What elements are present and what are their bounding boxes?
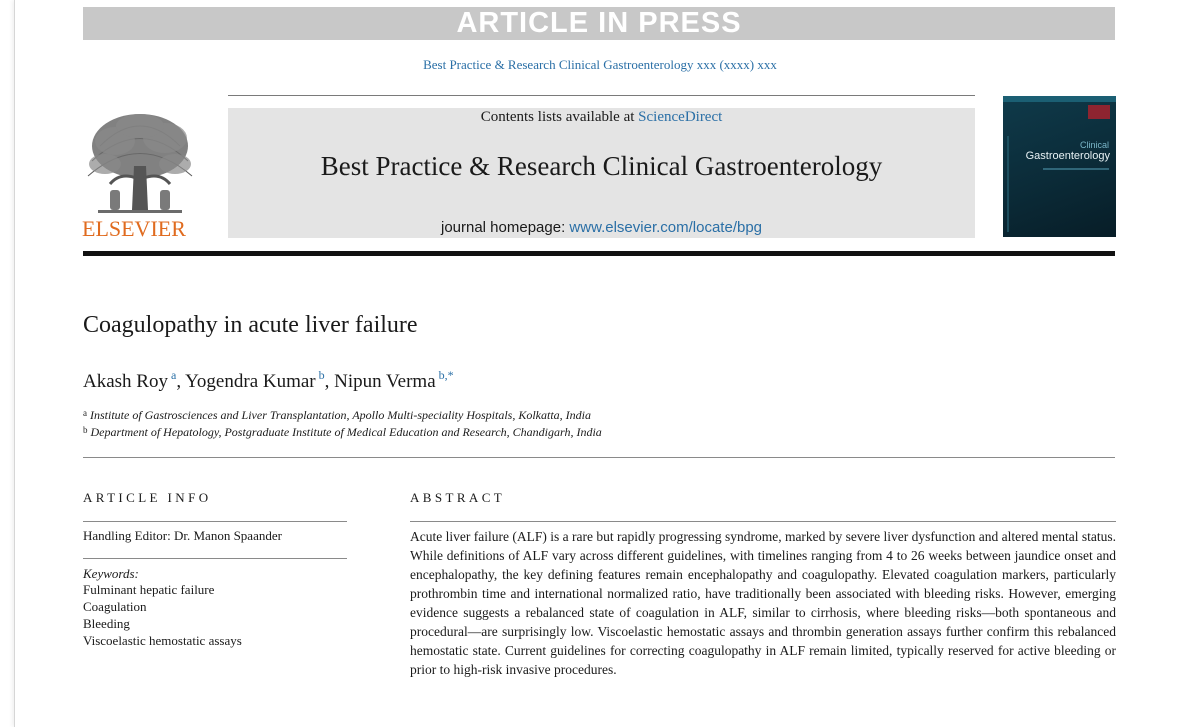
keyword-item: Coagulation	[83, 599, 147, 614]
homepage-link[interactable]: www.elsevier.com/locate/bpg	[569, 219, 763, 236]
author-affiliation-mark[interactable]: b	[318, 368, 325, 382]
sciencedirect-link[interactable]: ScienceDirect	[638, 109, 723, 125]
journal-cover-image	[1003, 96, 1116, 237]
article-info-rule	[83, 558, 347, 559]
section-divider	[83, 457, 1115, 458]
author-name: Akash Roy	[83, 371, 168, 392]
affiliation-mark: b	[83, 425, 88, 435]
journal-citation: Best Practice & Research Clinical Gastroenterology xxx (xxxx) xxx	[423, 57, 777, 72]
cover-line-2: Gastroenterology	[1025, 150, 1110, 162]
affiliation-a	[83, 408, 591, 423]
affiliation-text: Department of Hepatology, Postgraduate Institute of Medical Education and Research, Chandigarh, India	[90, 425, 602, 439]
author-list: Akash Roy $^a$, Yogendra Kumar $^b$, Nipun Verma $^{b,*}$	[83, 368, 454, 392]
keyword-item: Bleeding	[83, 616, 130, 631]
keyword-item: Viscoelastic hemostatic assays	[83, 633, 242, 648]
affiliation-text: Institute of Gastrosciences and Liver Transplantation, Apollo Multi-speciality Hospitals, Kolkatta, India	[90, 408, 591, 422]
article-info-heading: ARTICLE INFO	[83, 490, 212, 505]
contents-line	[228, 109, 975, 126]
article-title: Coagulopathy in acute liver failure	[83, 312, 418, 338]
author-name: Nipun Verma	[334, 371, 436, 392]
contents-prefix: Contents lists available at	[480, 109, 639, 125]
header-thick-rule	[83, 251, 1115, 256]
abstract-heading: ABSTRACT	[410, 490, 506, 505]
handling-editor: Handling Editor: Dr. Manon Spaander	[83, 528, 282, 543]
cover-rule	[1043, 168, 1109, 170]
affiliation-b	[83, 425, 602, 440]
author-affiliation-mark[interactable]: a	[170, 368, 177, 382]
cover-top-band	[1003, 96, 1116, 102]
journal-header-box	[228, 108, 975, 238]
header-divider	[228, 95, 975, 96]
affiliation-mark: a	[83, 408, 87, 418]
author-name: Yogendra Kumar	[185, 371, 316, 392]
author-affiliation-mark[interactable]: b,*	[438, 368, 454, 382]
journal-title: Best Practice & Research Clinical Gastroenterology	[320, 151, 883, 181]
publisher-name: ELSEVIER	[82, 216, 186, 241]
banner-text: ARTICLE IN PRESS	[456, 7, 742, 39]
keyword-list	[83, 581, 242, 649]
keywords-label: Keywords:	[83, 566, 139, 581]
homepage-prefix: journal homepage:	[440, 219, 570, 236]
article-info-rule	[83, 521, 347, 522]
article-in-press-banner	[83, 7, 1115, 40]
abstract-rule	[410, 521, 1116, 522]
cover-line-1: Clinical	[1079, 140, 1109, 150]
abstract-text: Acute liver failure (ALF) is a rare but rapidly progressing syndrome, marked by severe liver dysfunction and altered mental status. While definitions of ALF vary across different guidelines, with timelines ranging from 4 to 26 weeks between jaundice onset and encephalopathy, the key defining features remain encephalopathy and coagulopathy. Elevated coagulation markers, particularly prothrombin time and international normalized ratio, have traditionally been associated with bleeding risks. However, emerging evidence suggests a rebalanced state of coagulation in ALF, similar to cirrhosis, where bleeding risks—both spontaneous and procedural—are surprisingly low. Viscoelastic hemostatic assays and thrombin generation assays further confirm this rebalanced hemostatic state. Current guidelines for correcting coagulopathy in ALF remain limited, typically reserved for active bleeding or prior to high-risk invasive procedures.	[410, 529, 1116, 677]
cover-best-badge	[1088, 105, 1110, 119]
keyword-item: Fulminant hepatic failure	[83, 582, 215, 597]
journal-homepage-line	[228, 219, 975, 236]
